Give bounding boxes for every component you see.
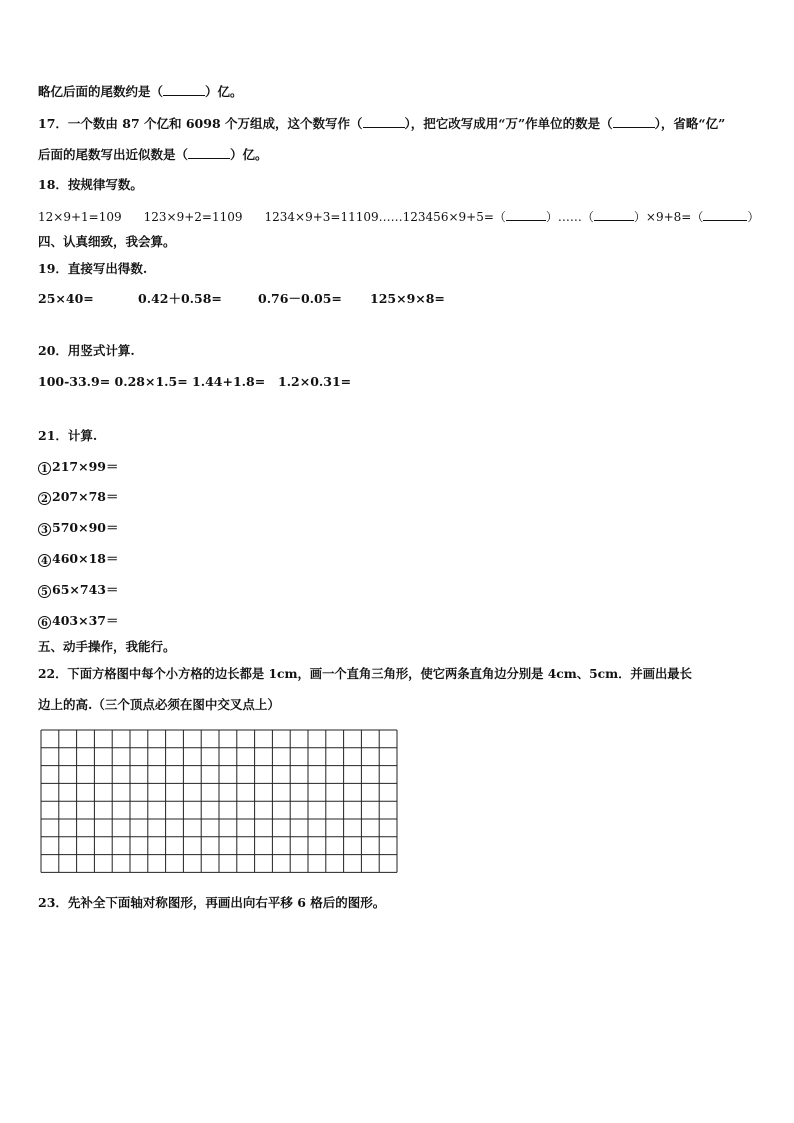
circled-number: 6 (38, 616, 51, 629)
square-grid[interactable] (40, 729, 400, 881)
circled-number: 2 (38, 492, 51, 505)
q19-title: 19．直接写出得数. (38, 261, 148, 276)
q18-title: 18．按规律写数。 (38, 177, 143, 192)
q21-item: 1 217×99＝ (38, 459, 118, 475)
q21-item: 3 570×90＝ (38, 520, 118, 536)
answer-blank[interactable] (613, 115, 655, 128)
circled-number: 1 (38, 462, 51, 475)
q18-sequence: 12×9+1=109 123×9+2=1109 1234×9+3=11109……123456×9+5=（ ）……（ ）×9+8=（ ） (38, 210, 760, 224)
section-four-heading: 四、认真细致，我会算。 (38, 234, 176, 249)
q22-line2: 边上的高.（三个顶点必须在图中交叉点上） (38, 697, 280, 712)
answer-blank[interactable] (188, 146, 230, 159)
answer-blank[interactable] (363, 115, 405, 128)
circled-number: 3 (38, 523, 51, 536)
q19-item: 0.42＋0.58= (138, 291, 222, 306)
answer-blank[interactable] (703, 208, 747, 221)
q21-item: 5 65×743＝ (38, 582, 118, 598)
circled-number: 5 (38, 585, 51, 598)
q22-line1: 22．下面方格图中每个小方格的边长都是 1cm，画一个直角三角形，使它两条直角边分别是 4cm、5cm．并画出最长 (38, 666, 692, 681)
q19-item: 25×40= (38, 291, 94, 306)
q20-item: 1.2×0.31= (278, 374, 352, 389)
q16-tail-line: 略亿后面的尾数约是（ ）亿。 (38, 84, 243, 99)
q19-item: 0.76－0.05= (258, 291, 342, 306)
answer-blank[interactable] (163, 83, 205, 96)
q21-item: 6 403×37＝ (38, 613, 118, 629)
section-five-heading: 五、动手操作，我能行。 (38, 639, 176, 654)
q20-title: 20．用竖式计算. (38, 343, 135, 358)
answer-blank[interactable] (594, 208, 634, 221)
q21-item: 4 460×18＝ (38, 551, 118, 567)
q21-title: 21．计算. (38, 428, 98, 443)
answer-blank[interactable] (506, 208, 546, 221)
q21-item: 2 207×78＝ (38, 489, 118, 505)
circled-number: 4 (38, 554, 51, 567)
q23-title: 23．先补全下面轴对称图形，再画出向右平移 6 格后的图形。 (38, 895, 386, 910)
q19-item: 125×9×8= (370, 291, 445, 306)
q17-line2: 后面的尾数写出近似数是（ ）亿。 (38, 147, 268, 162)
q20-items: 100-33.9= 0.28×1.5= 1.44+1.8= (38, 374, 266, 389)
q17-line1: 17．一个数由 87 个亿和 6098 个万组成，这个数写作（ ），把它改写成用“万”作单位的数是（ ），省略“亿” (38, 116, 726, 131)
